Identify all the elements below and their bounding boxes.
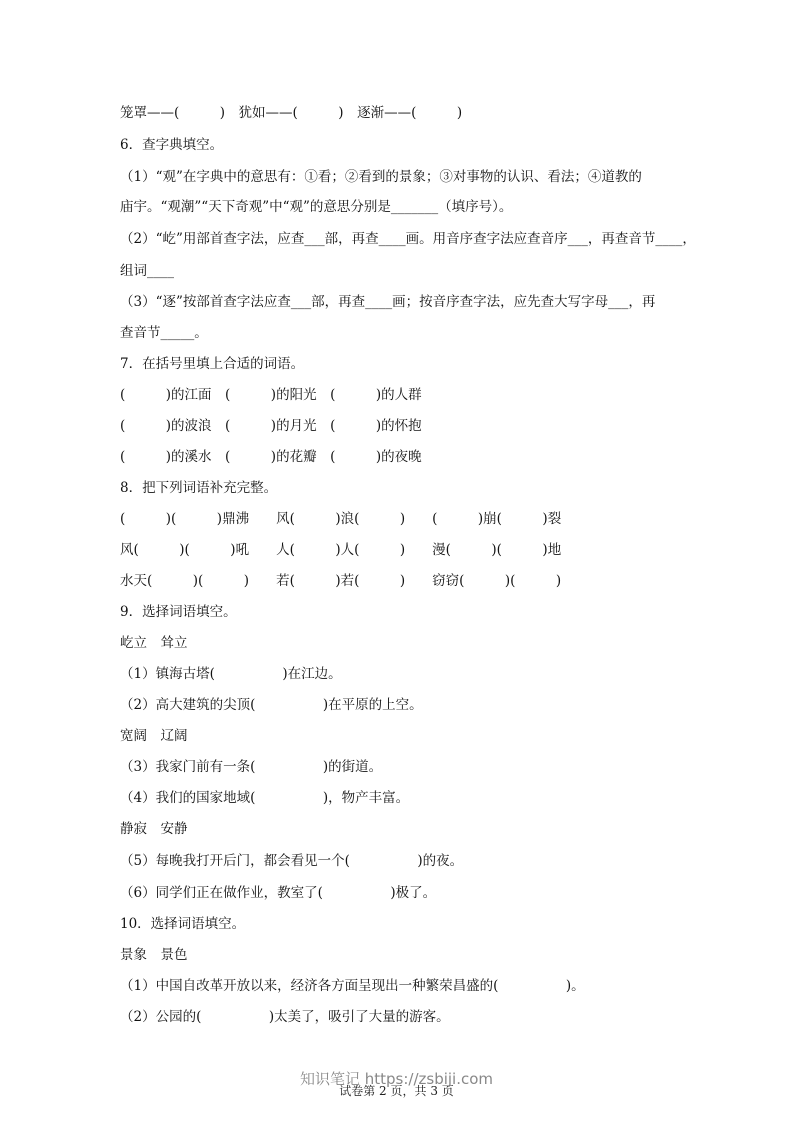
text-line: 笼罩——( ) 犹如——( ) 逐渐——( ): [120, 105, 463, 121]
text-line: （5）每晚我打开后门，都会看见一个( )的夜。: [120, 853, 464, 869]
text-line: 水天( )( ) 若( )若( ) 窃窃( )( ): [120, 573, 562, 589]
text-line: （2）高大建筑的尖顶( )在平原的上空。: [120, 697, 423, 713]
text-line: （1）中国自改革开放以来，经济各方面呈现出一种繁荣昌盛的( )。: [120, 978, 585, 994]
text-line: 风( )( )吼 人( )人( ) 漫( )( )地: [120, 542, 562, 558]
text-line: ( )( )鼎沸 风( )浪( ) ( )崩( )裂: [120, 511, 562, 527]
text-line: 8．把下列词语补充完整。: [120, 480, 278, 496]
text-line: 10．选择词语填空。: [120, 916, 246, 932]
page-footer: 试卷第 2 页，共 3 页: [339, 1084, 454, 1098]
text-line: ( )的江面 ( )的阳光 ( )的人群: [120, 387, 422, 403]
text-line: （1）“观”在字典中的意思有：①看；②看到的景象；③对事物的认识、看法；④道教的: [120, 169, 642, 185]
text-line: 6．查字典填空。: [120, 137, 224, 153]
text-line: 静寂 安静: [120, 821, 188, 837]
watermark: 知识笔记 https://zsbiji.com: [299, 1070, 494, 1088]
text-line: （4）我们的国家地域( )，物产丰富。: [120, 790, 410, 806]
text-line: 宽阔 辽阔: [120, 728, 188, 744]
text-line: （6）同学们正在做作业，教室了( )极了。: [120, 885, 437, 901]
text-line: ( )的波浪 ( )的月光 ( )的怀抱: [120, 418, 422, 434]
text-line: 9．选择词语填空。: [120, 604, 237, 620]
text-line: 组词____: [120, 263, 174, 279]
text-line: ( )的溪水 ( )的花瓣 ( )的夜晚: [120, 449, 422, 465]
text-line: （3）“逐”按部首查字法应查___部，再查____画；按音序查字法，应先查大写字母___，再: [120, 294, 656, 310]
text-line: （2）“屹”用部首查字法，应查___部，再查____画。用音序查字法应查音序___，再查音节____，: [120, 231, 696, 247]
text-line: 查音节_____。: [120, 325, 208, 341]
text-line: 屹立 耸立: [120, 635, 188, 651]
text-line: （2）公园的( )太美了，吸引了大量的游客。: [120, 1009, 450, 1025]
text-line: （1）镇海古塔( )在江边。: [120, 666, 342, 682]
text-line: 庙宇。“观潮”“天下奇观”中“观”的意思分别是_______（填序号）。: [120, 199, 513, 215]
text-line: （3）我家门前有一条( )的街道。: [120, 759, 383, 775]
text-line: 7．在括号里填上合适的词语。: [120, 356, 305, 372]
text-line: 景象 景色: [120, 947, 188, 963]
